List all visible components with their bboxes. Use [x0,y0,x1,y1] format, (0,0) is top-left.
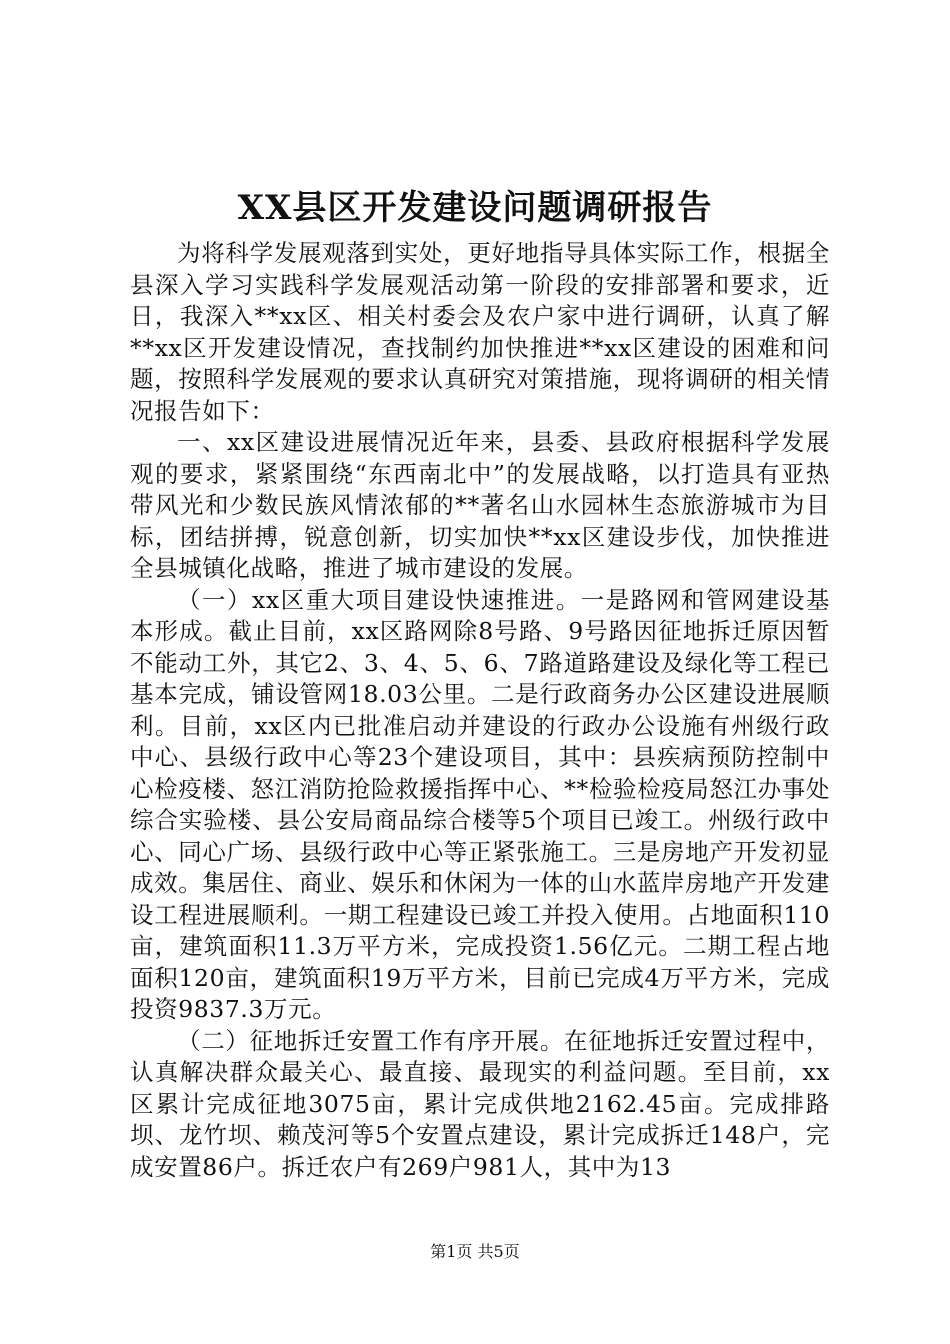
document-body [130,238,830,1183]
page-number-footer: 第1页 共5页 [430,1242,520,1261]
document-title: XX县区开发建设问题调研报告 [237,188,713,228]
paragraph-relocation: （二）征地拆迁安置工作有序开展。在征地拆迁安置过程中，认真解决群众最关心、最直接、最现实的利益问题。至目前，xx区累计完成征地3075亩，累计完成供地2162.45亩。完成排路坝、龙竹坝、赖茂河等5个安置点建设，累计完成拆迁148户，完成安置86户。拆迁农户有269户981人，其中为13 [130,1026,830,1181]
paragraph-major-projects: （一）xx区重大项目建设快速推进。一是路网和管网建设基本形成。截止目前，xx区路网除8号路、9号路因征地拆迁原因暂不能动工外，其它2、3、4、5、6、7路道路建设及绿化等工程已基本完成，铺设管网18.03公里。二是行政商务办公区建设进展顺利。目前，xx区内已批准启动并建设的行政办公设施有州级行政中心、县级行政中心等23个建设项目，其中：县疾病预防控制中心检疫楼、怒江消防抢险救援指挥中心、**检验检疫局怒江办事处综合实验楼、县公安局商品综合楼等5个项目已竣工。州级行政中心、同心广场、县级行政中心等正紧张施工。三是房地产开发初显成效。集居住、商业、娱乐和休闲为一体的山水蓝岸房地产开发建设工程进展顺利。一期工程建设已竣工并投入使用。占地面积110亩，建筑面积11.3万平方米，完成投资1.56亿元。二期工程占地面积120亩，建筑面积19万平方米，目前已完成4万平方米，完成投资9837.3万元。 [130,585,830,1023]
paragraph-intro: 为将科学发展观落到实处，更好地指导具体实际工作，根据全县深入学习实践科学发展观活动第一阶段的安排部署和要求，近日，我深入**xx区、相关村委会及农户家中进行调研，认真了解**xx区开发建设情况，查找制约加快推进**xx区建设的困难和问题，按照科学发展观的要求认真研究对策措施，现将调研的相关情况报告如下： [130,239,830,425]
paragraph-section-one: 一、xx区建设进展情况近年来，县委、县政府根据科学发展观的要求，紧紧围绕“东西南北中”的发展战略，以打造具有亚热带风光和少数民族风情浓郁的**著名山水园林生态旅游城市为目标，团结拼搏，锐意创新，切实加快**xx区建设步伐，加快推进全县城镇化战略，推进了城市建设的发展。 [130,428,830,582]
